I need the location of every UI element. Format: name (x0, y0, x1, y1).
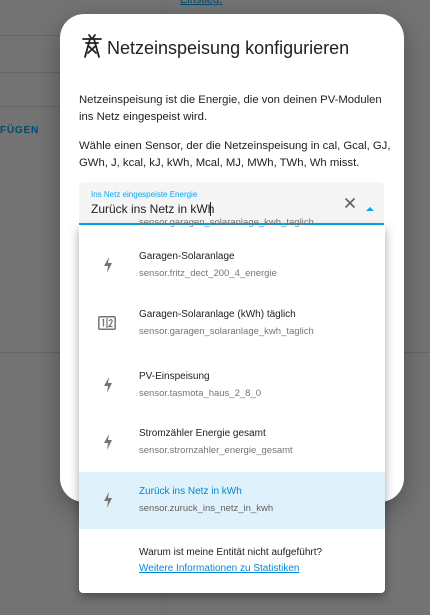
list-item[interactable] (79, 357, 385, 414)
flash-icon (100, 433, 116, 451)
list-item-title: Garagen-Solaranlage (kWh) täglich (139, 309, 296, 320)
dialog-instruction: Wähle einen Sensor, der die Netzeinspeisung in cal, Gcal, GJ, GWh, J, kcal, kJ, kWh, Mcal, MJ, MWh, TWh, Wh misst. (79, 140, 391, 169)
dialog-title: Netzeinspeisung konfigurieren (107, 38, 350, 58)
flash-icon (100, 376, 116, 394)
list-item-entity-id: sensor.fritz_dect_200_4_energie (139, 268, 277, 279)
list-item-title: Stromzähler Energie gesamt (139, 428, 266, 439)
list-item-title: Zurück ins Netz in kWh (139, 486, 242, 497)
list-item-entity-id: sensor.zuruck_ins_netz_in_kwh (139, 503, 274, 514)
sensor-dropdown-list (79, 217, 385, 593)
sensor-search-input[interactable] (91, 202, 331, 216)
list-item-title: PV-Einspeisung (139, 371, 210, 382)
list-item-selected[interactable] (79, 472, 385, 529)
transmission-tower-icon (81, 34, 103, 63)
flash-icon (100, 256, 116, 274)
list-item[interactable] (79, 414, 385, 471)
list-item[interactable] (79, 237, 385, 294)
list-item-entity-id: sensor.tasmota_haus_2_8_0 (139, 388, 262, 399)
dialog-description: Netzeinspeisung ist die Energie, die von deinen PV-Modulen ins Netz eingespeist wird. (79, 94, 382, 123)
list-item-entity-id: sensor.garagen_solaranlage_kwh_taglich (139, 326, 314, 337)
close-icon[interactable] (343, 196, 357, 210)
list-item-entity-id: sensor.stromzahler_energie_gesamt (139, 445, 293, 456)
list-item[interactable] (79, 295, 385, 352)
list-item-partial[interactable]: sensor.garagen_solaranlage_kwh_taglich (139, 217, 314, 228)
dialog-header (81, 34, 349, 63)
missing-entity-question: Warum ist meine Entität nicht aufgeführt? (139, 547, 323, 558)
counter-icon (98, 316, 116, 330)
chevron-up-icon[interactable] (365, 200, 375, 208)
sensor-field-label: Ins Netz eingespeiste Energie (91, 190, 198, 199)
statistics-info-link[interactable]: Weitere Informationen zu Statistiken (139, 563, 300, 574)
text-cursor (210, 202, 211, 216)
flash-icon (100, 491, 116, 509)
list-item-title: Garagen-Solaranlage (139, 251, 235, 262)
